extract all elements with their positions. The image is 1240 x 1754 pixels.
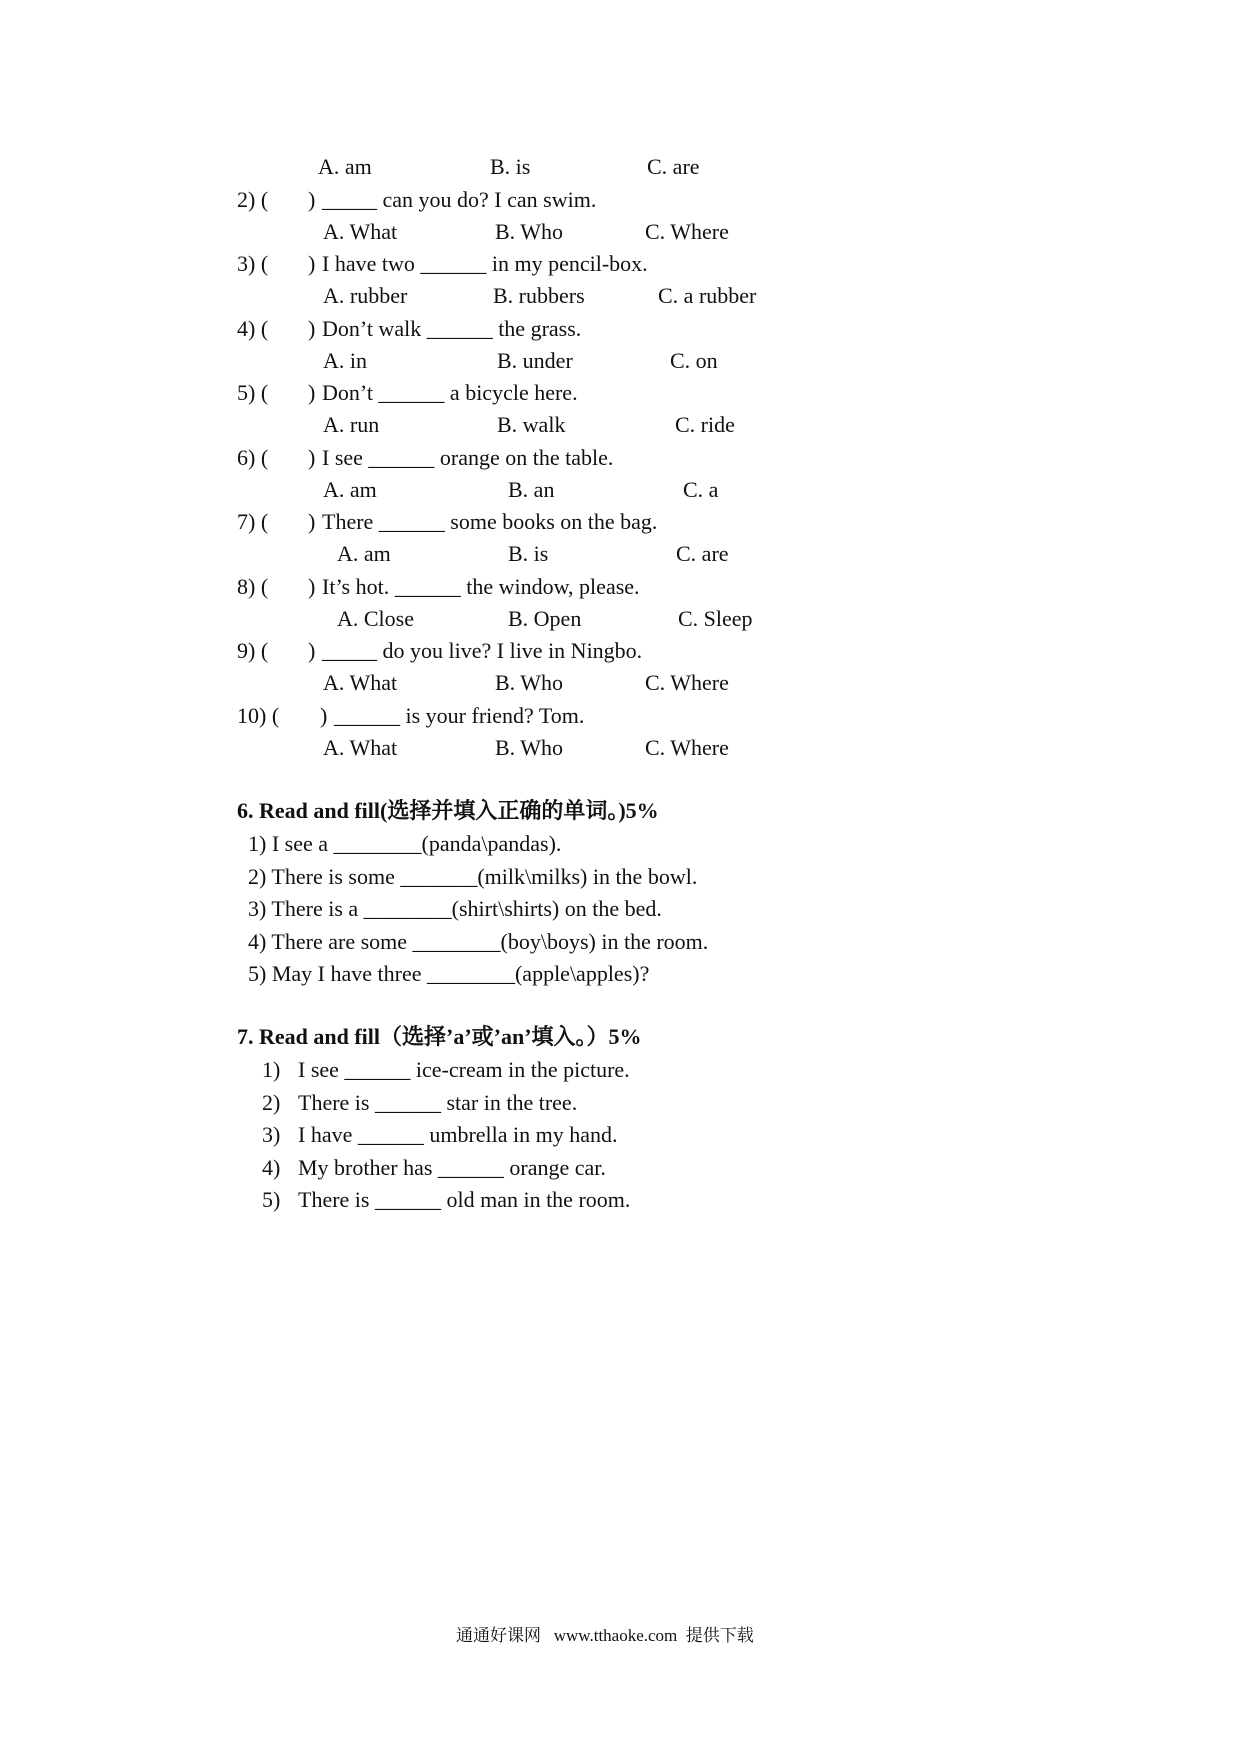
option-a: A. am — [323, 477, 377, 502]
question-number: 4) ( — [237, 316, 269, 341]
answer-bracket-close: ) — [308, 316, 316, 341]
question-number: 6) ( — [237, 445, 269, 470]
option-b: B. Who — [495, 735, 564, 760]
option-c: C. Where — [645, 735, 729, 760]
section-7-item-text: I have ______ umbrella in my hand. — [298, 1122, 618, 1147]
question-text: Don’t walk ______ the grass. — [322, 316, 582, 341]
option-b: B. Who — [495, 219, 564, 244]
option-b: B. under — [497, 348, 573, 373]
option-c: C. a — [683, 477, 719, 502]
option-a: A. What — [323, 670, 398, 695]
question-text: _____ do you live? I live in Ningbo. — [322, 638, 643, 663]
option-b: B. Open — [508, 606, 582, 631]
option-a: A. in — [323, 348, 367, 373]
option-a: A. What — [323, 735, 398, 760]
option-c: C. Sleep — [678, 606, 753, 631]
question-text: I see ______ orange on the table. — [322, 445, 614, 470]
section-7-item-number: 4) — [262, 1155, 281, 1180]
answer-bracket-close: ) — [308, 251, 316, 276]
question-text: Don’t ______ a bicycle here. — [322, 380, 578, 405]
section-6-heading: 6. Read and fill(选择并填入正确的单词。)5% — [237, 798, 659, 823]
question-number: 2) ( — [237, 187, 269, 212]
section-7-item-text: I see ______ ice-cream in the picture. — [298, 1057, 630, 1082]
section-6-item: 4) There are some ________(boy\boys) in the room. — [248, 929, 709, 954]
section-6-item: 1) I see a ________(panda\pandas). — [248, 831, 562, 856]
option-a: A. run — [323, 412, 380, 437]
section-7-item-number: 2) — [262, 1090, 281, 1115]
option-b: B. is — [508, 541, 549, 566]
option-c: C. are — [676, 541, 729, 566]
question-number: 8) ( — [237, 574, 269, 599]
section-6-item: 3) There is a ________(shirt\shirts) on the bed. — [248, 896, 662, 921]
section-7-item-text: My brother has ______ orange car. — [298, 1155, 606, 1180]
answer-bracket-close: ) — [308, 380, 316, 405]
question-text: ______ is your friend? Tom. — [334, 703, 585, 728]
option-c: C. Where — [645, 670, 729, 695]
option-c: C. Where — [645, 219, 729, 244]
q1-option-b: B. is — [490, 154, 531, 179]
option-b: B. rubbers — [493, 283, 585, 308]
page-footer: 通通好课网 www.tthaoke.com 提供下载 — [456, 1626, 754, 1645]
question-text: There ______ some books on the bag. — [322, 509, 658, 534]
section-7-heading: 7. Read and fill（选择’a’或’an’填入。）5% — [237, 1024, 642, 1049]
option-c: C. ride — [675, 412, 735, 437]
option-a: A. Close — [337, 606, 414, 631]
answer-bracket-close: ) — [320, 703, 328, 728]
option-b: B. Who — [495, 670, 564, 695]
section-7-item-text: There is ______ star in the tree. — [298, 1090, 578, 1115]
q1-option-c: C. are — [647, 154, 700, 179]
option-a: A. rubber — [323, 283, 408, 308]
question-number: 10) ( — [237, 703, 280, 728]
option-c: C. a rubber — [658, 283, 757, 308]
question-number: 7) ( — [237, 509, 269, 534]
option-b: B. an — [508, 477, 555, 502]
section-6-item: 2) There is some _______(milk\milks) in the bowl. — [248, 864, 698, 889]
section-7-item-text: There is ______ old man in the room. — [298, 1187, 631, 1212]
answer-bracket-close: ) — [308, 574, 316, 599]
section-7-item-number: 3) — [262, 1122, 281, 1147]
question-text: It’s hot. ______ the window, please. — [322, 574, 640, 599]
option-a: A. am — [337, 541, 391, 566]
answer-bracket-close: ) — [308, 187, 316, 212]
answer-bracket-close: ) — [308, 445, 316, 470]
answer-bracket-close: ) — [308, 509, 316, 534]
option-c: C. on — [670, 348, 718, 373]
question-number: 3) ( — [237, 251, 269, 276]
option-b: B. walk — [497, 412, 566, 437]
question-text: I have two ______ in my pencil-box. — [322, 251, 648, 276]
q1-option-a: A. am — [318, 154, 372, 179]
question-number: 9) ( — [237, 638, 269, 663]
section-7-item-number: 5) — [262, 1187, 281, 1212]
section-7-item-number: 1) — [262, 1057, 281, 1082]
question-number: 5) ( — [237, 380, 269, 405]
answer-bracket-close: ) — [308, 638, 316, 663]
question-text: _____ can you do? I can swim. — [322, 187, 597, 212]
option-a: A. What — [323, 219, 398, 244]
section-6-item: 5) May I have three ________(apple\apples)? — [248, 961, 650, 986]
